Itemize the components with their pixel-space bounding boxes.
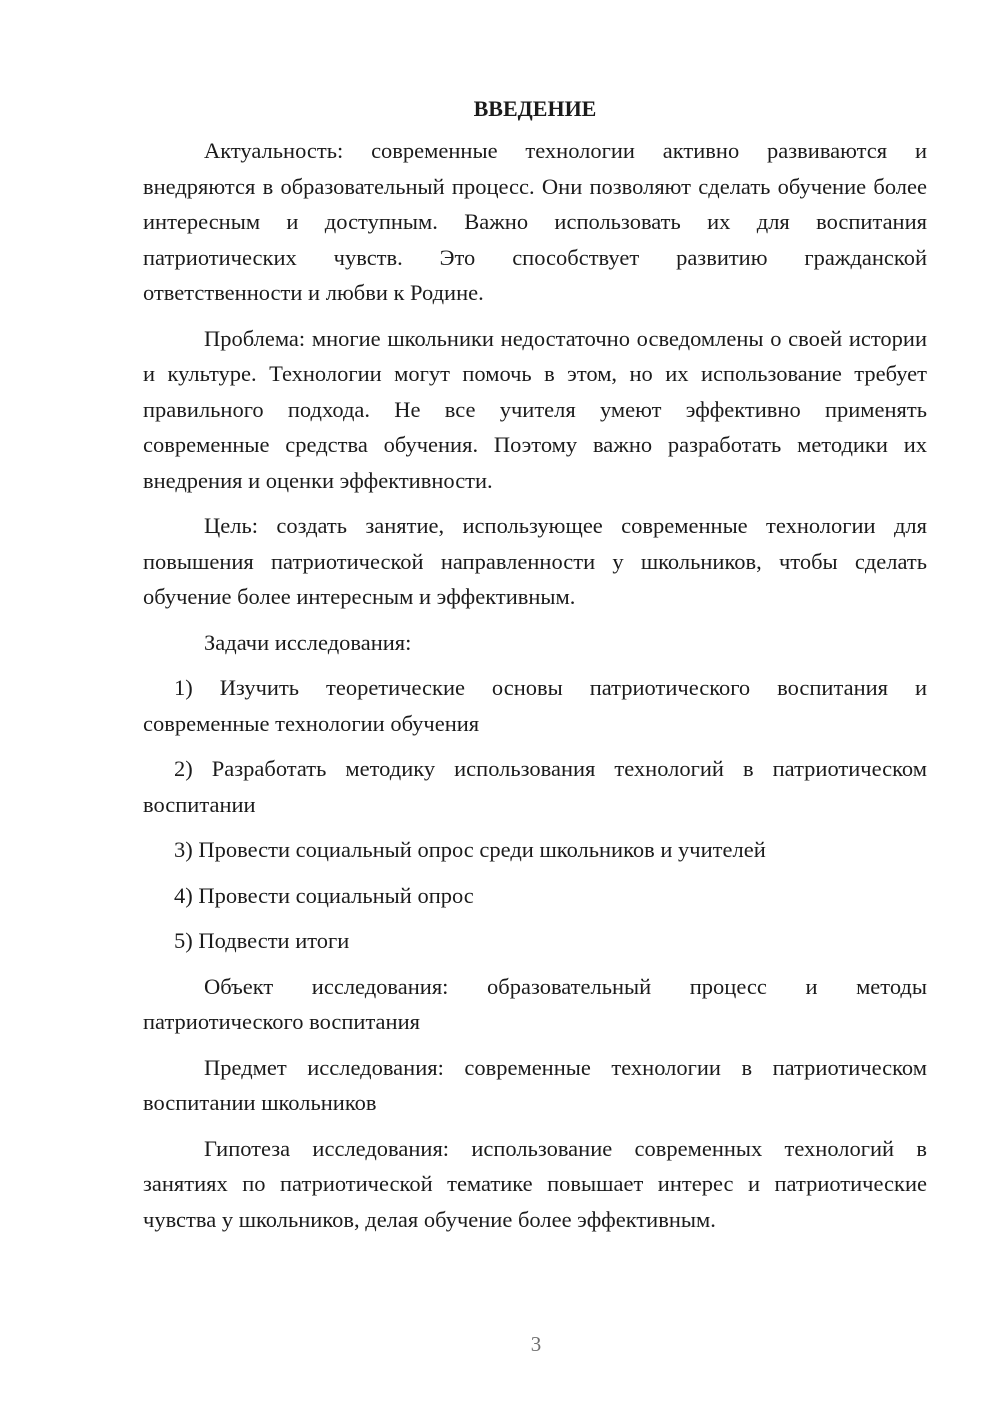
task-item-5: 5) Подвести итоги	[174, 928, 350, 953]
hypothesis-paragraph: Гипотеза исследования: использование современных технологий в занятиях по патриотической тематике повышает интерес и патриотические чувства у школьников, делая обучение более эффективным.	[143, 1135, 927, 1232]
page-title: ВВЕДЕНИЕ	[473, 96, 597, 121]
page-number: 3	[530, 1332, 542, 1356]
task-item-1: 1) Изучить теоретические основы патриотического воспитания и современные технологии обучения	[143, 675, 927, 736]
task-item-2: 2) Разработать методику использования технологий в патриотическом воспитании	[143, 756, 927, 817]
relevance-paragraph: Актуальность: современные технологии активно развиваются и внедряются в образовательный процесс. Они позволяют сделать обучение более интересным и доступным. Важно использовать их для воспитания патриотических чувств. Это способствует развитию гражданской ответственности и любви к Родине.	[143, 138, 927, 305]
problem-paragraph: Проблема: многие школьники недостаточно осведомлены о своей истории и культуре. Технологии могут помочь в этом, но их использование требует правильного подхода. Не все учителя умеют эффективно применять современные средства обучения. Поэтому важно разработать методики их внедрения и оценки эффективности.	[143, 325, 927, 493]
object-paragraph: Объект исследования: образовательный процесс и методы патриотического воспитания	[143, 973, 927, 1034]
task-item-3: 3) Провести социальный опрос среди школьников и учителей	[174, 837, 766, 862]
tasks-heading: Задачи исследования:	[204, 629, 412, 655]
subject-paragraph: Предмет исследования: современные технологии в патриотическом воспитании школьников	[143, 1054, 927, 1115]
goal-paragraph: Цель: создать занятие, использующее современные технологии для повышения патриотической направленности у школьников, чтобы сделать обучение более интересным и эффективным.	[143, 513, 927, 609]
task-item-4: 4) Провести социальный опрос	[174, 882, 474, 908]
page-content	[143, 91, 927, 1247]
